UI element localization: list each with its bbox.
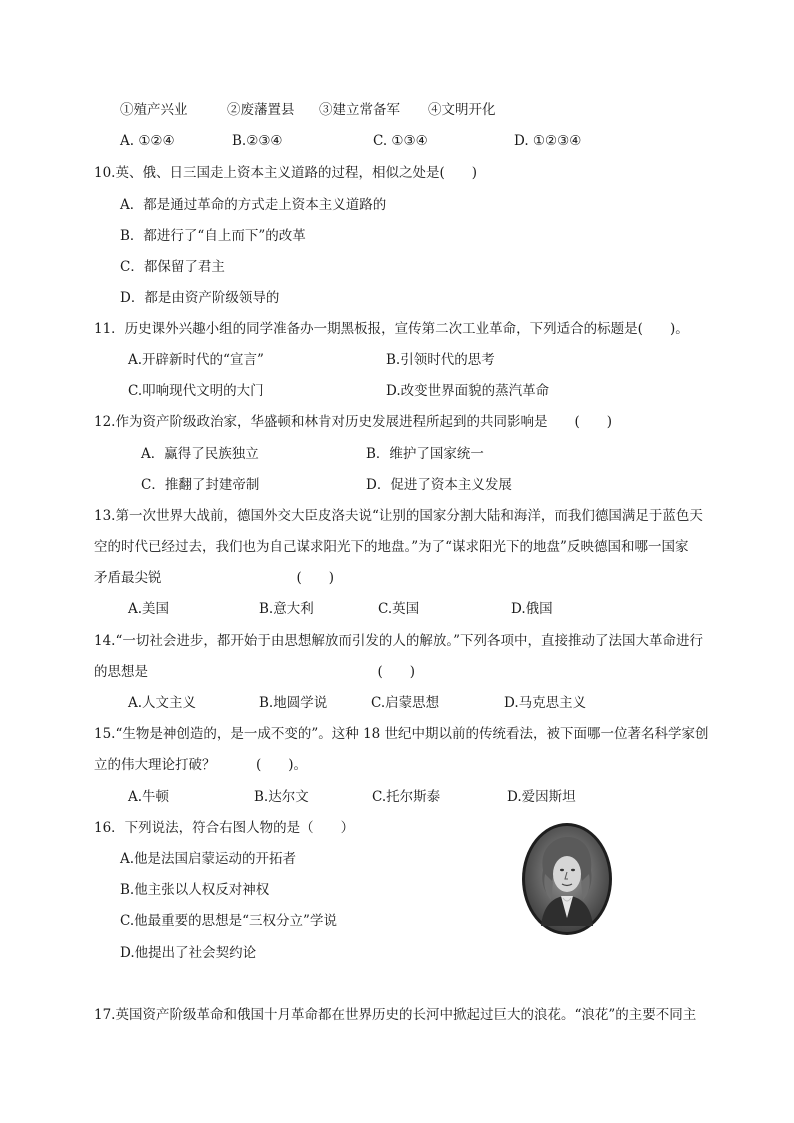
q14-stem-line: 的思想是 ( ) <box>94 664 416 680</box>
q13-stem-line: 矛盾最尖锐 ( ) <box>94 570 335 586</box>
q13-options <box>128 600 553 618</box>
q15-option: B.达尔文 <box>254 789 309 805</box>
q9-option: B.②③④ <box>232 133 283 149</box>
q12-options-row2 <box>141 476 512 494</box>
q11-option: C.叩响现代文明的大门 <box>128 383 264 399</box>
q10-option: A．都是通过革命的方式走上资本主义道路的 <box>120 197 387 213</box>
q10-option: C．都保留了君主 <box>120 259 225 275</box>
q12-stem: 12.作为资产阶级政治家，华盛顿和林肯对历史发展进程所起到的共同影响是 ( ) <box>94 414 613 430</box>
q13-option: A.美国 <box>128 601 170 617</box>
q11-option: D.改变世界面貌的蒸汽革命 <box>386 383 550 399</box>
q12-option: D．促进了资本主义发展 <box>366 477 512 493</box>
q10-option: D．都是由资产阶级领导的 <box>120 290 280 306</box>
q13-stem-line: 空的时代已经过去，我们也为自己谋求阳光下的地盘。”为了“谋求阳光下的地盘”反映德国和哪一国家 <box>94 539 689 555</box>
q12-option: B．维护了国家统一 <box>366 446 484 462</box>
q13-option: C.英国 <box>378 601 420 617</box>
q9-options <box>120 132 581 150</box>
q14-option: D.马克思主义 <box>504 695 587 711</box>
q9-item: ③建立常备军 <box>319 102 400 118</box>
q14-stem-line: 14.“一切社会进步，都开始于由思想解放而引发的人的解放。”下列各项中，直接推动了法国大革命进行 <box>94 633 704 649</box>
q14-option: A.人文主义 <box>128 695 197 711</box>
q13-option: B.意大利 <box>259 601 314 617</box>
q11-options-row1 <box>128 351 495 369</box>
q13-option: D.俄国 <box>511 601 553 617</box>
q16-stem: 16．下列说法，符合右图人物的是（ ） <box>94 820 355 836</box>
q11-stem: 11．历史课外兴趣小组的同学准备办一期黑板报，宣传第二次工业革命，下列适合的标题是( )。 <box>94 321 689 337</box>
q15-option: D.爱因斯坦 <box>507 789 576 805</box>
q12-option: A．赢得了民族独立 <box>141 446 259 462</box>
q15-options <box>128 788 576 806</box>
q9-item: ④文明开化 <box>428 102 496 118</box>
q9-option: C. ①③④ <box>373 133 428 149</box>
q16-option: D.他提出了社会契约论 <box>120 945 257 961</box>
q15-option: A.牛顿 <box>128 789 170 805</box>
q9-option: D. ①②③④ <box>514 133 582 149</box>
q16-option: C.他最重要的思想是“三权分立”学说 <box>120 913 337 929</box>
q9-item: ②废藩置县 <box>227 102 295 118</box>
q9-items <box>120 101 496 119</box>
q15-stem-line: 立的伟大理论打破？ ( )。 <box>94 757 308 773</box>
q11-option: A.开辟新时代的“宣言” <box>128 352 264 368</box>
q14-option: B.地圆学说 <box>259 695 328 711</box>
q11-options-row2 <box>128 382 549 400</box>
q10-stem: 10.英、俄、日三国走上资本主义道路的过程，相似之处是( ) <box>94 165 478 181</box>
q12-options-row1 <box>141 445 484 463</box>
q9-item: ①殖产兴业 <box>120 102 188 118</box>
q9-option: A. ①②④ <box>120 133 175 149</box>
q15-stem-line: 15.“生物是神创造的，是一成不变的”。这种 18 世纪中期以前的传统看法，被下面哪一位著名科学家创 <box>94 726 709 742</box>
q11-option: B.引领时代的思考 <box>386 352 495 368</box>
q14-options <box>128 694 586 712</box>
q17-stem: 17.英国资产阶级革命和俄国十月革命都在世界历史的长河中掀起过巨大的浪花。“浪花”的主要不同主 <box>94 1007 697 1023</box>
q16-option: B.他主张以人权反对神权 <box>120 882 270 898</box>
q13-stem-line: 13.第一次世界大战前，德国外交大臣皮洛夫说“让别的国家分割大陆和海洋，而我们德国满足于蓝色天 <box>94 508 703 524</box>
portrait-image <box>521 822 613 936</box>
q10-option: B．都进行了“自上而下”的改革 <box>120 228 306 244</box>
q14-option: C.启蒙思想 <box>371 695 440 711</box>
q15-option: C.托尔斯泰 <box>372 789 441 805</box>
q16-option: A.他是法国启蒙运动的开拓者 <box>120 851 297 867</box>
q12-option: C．推翻了封建帝制 <box>141 477 260 493</box>
